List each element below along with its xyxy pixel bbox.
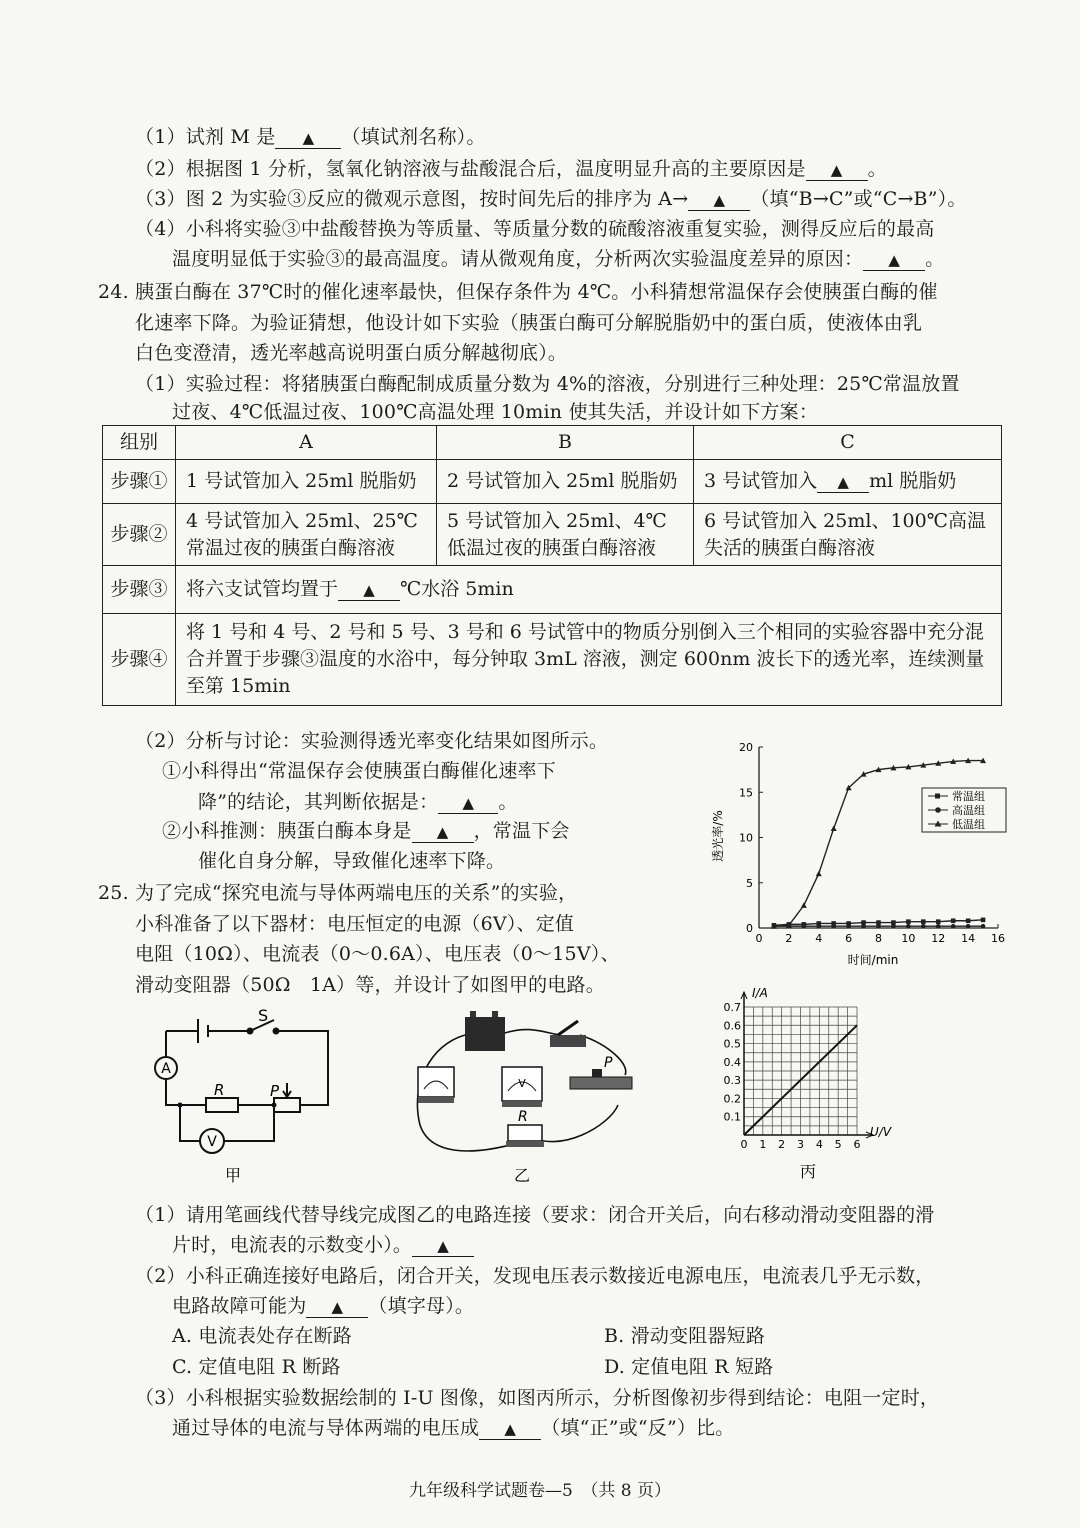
- x-tick-label: 1: [759, 1138, 767, 1151]
- q24-part2-b-line1: ②小科推测：胰蛋白酶本身是 ▲ ，常温下会: [162, 820, 570, 842]
- y-tick-label: 0.4: [723, 1055, 741, 1069]
- circuit-photo-yi: [410, 1005, 650, 1185]
- step-label: 步骤④: [103, 614, 176, 706]
- data-point: [831, 825, 837, 831]
- option-b[interactable]: B. 滑动变阻器短路: [604, 1325, 766, 1347]
- circuit-diagram-jia: [148, 1005, 338, 1185]
- y-axis-label: I/A: [752, 986, 768, 1000]
- q23-part3: （3）图 2 为实验③反应的微观示意图，按时间先后的排序为 A→ ▲ （填“B→C”或“C→B”）。: [135, 188, 967, 210]
- q24-stem-line3: 白色变澄清，透光率越高说明蛋白质分解越彻底）。: [135, 342, 568, 364]
- data-point: [816, 924, 821, 929]
- q23-part2: （2）根据图 1 分析，氢氧化钠溶液与盐酸混合后，温度明显升高的主要原因是 ▲ 。: [135, 158, 887, 180]
- q24-part2-a-line2: 降”的结论，其判断依据是： ▲ 。: [198, 791, 518, 813]
- option-d[interactable]: D. 定值电阻 R 短路: [604, 1356, 774, 1378]
- table-cell: 将 1 号和 4 号、2 号和 5 号、3 号和 6 号试管中的物质分别倒入三个相同的实验容器中充分混合并置于步骤③温度的水浴中，每分钟取 3mL 溶液，测定 600nm 波长下的透光率，连续测量至第 15min: [176, 614, 1002, 706]
- answer-blank[interactable]: ▲: [438, 793, 498, 814]
- answer-blank[interactable]: ▲: [806, 160, 868, 181]
- y-tick-label: 5: [746, 876, 753, 890]
- data-point: [921, 924, 926, 929]
- svg-text:P: P: [604, 1055, 613, 1071]
- data-point: [966, 924, 971, 929]
- data-point: [906, 924, 911, 929]
- transmittance-chart: [700, 730, 1020, 978]
- voltmeter-label: V: [207, 1134, 217, 1150]
- legend-label: 低温组: [952, 818, 985, 831]
- switch-label: S: [258, 1006, 269, 1025]
- q25-stem-line3: 电阻（10Ω）、电流表（0～0.6A）、电压表（0～15V）、: [135, 943, 620, 965]
- answer-blank[interactable]: ▲: [688, 190, 750, 211]
- q24-part2: （2）分析与讨论：实验测得透光率变化结果如图所示。: [135, 730, 609, 752]
- y-tick-label: 0.3: [723, 1074, 741, 1088]
- data-point: [876, 924, 881, 929]
- x-tick-label: 6: [853, 1138, 861, 1151]
- series-line-2: [774, 761, 983, 927]
- data-point: [906, 919, 911, 924]
- q23-part4-line1: （4）小科将实验③中盐酸替换为等质量、等质量分数的硫酸溶液重复实验，测得反应后的最高: [135, 218, 935, 240]
- answer-blank[interactable]: ▲: [863, 250, 925, 271]
- x-tick-label: 8: [875, 932, 882, 945]
- q25-stem-line4: 滑动变阻器（50Ω 1A）等，并设计了如图甲的电路。: [135, 974, 605, 996]
- data-point: [816, 871, 822, 877]
- table-cell: 3 号试管加入 ▲ ml 脱脂奶: [694, 460, 1002, 504]
- y-tick-label: 0.2: [723, 1092, 741, 1106]
- table-header-row: [103, 426, 1002, 460]
- x-tick-label: 4: [815, 932, 823, 945]
- x-tick-label: 2: [785, 932, 793, 945]
- table-cell: 4 号试管加入 25ml、25℃常温过夜的胰蛋白酶溶液: [176, 504, 437, 566]
- step-label: 步骤①: [103, 460, 176, 504]
- table-cell: 1 号试管加入 25ml 脱脂奶: [176, 460, 437, 504]
- data-point: [936, 919, 941, 924]
- data-point: [846, 924, 851, 929]
- q24-part2-a-line1: ①小科得出“常温保存会使胰蛋白酶催化速率下: [162, 760, 556, 782]
- iu-chart: [712, 985, 902, 1185]
- x-tick-label: 0: [740, 1138, 748, 1151]
- x-tick-label: 16: [991, 932, 1005, 945]
- y-tick-label: 15: [739, 786, 753, 800]
- q24-stem-line2: 化速率下降。为验证猜想，他设计如下实验（胰蛋白酶可分解脱脂奶中的蛋白质，使液体由乳: [135, 312, 923, 334]
- q25-part2-line2: 电路故障可能为 ▲ （填字母）。: [172, 1295, 475, 1317]
- data-point: [981, 918, 986, 923]
- data-point: [801, 902, 807, 908]
- answer-blank[interactable]: ▲: [306, 1297, 368, 1318]
- table-row: [103, 566, 1002, 614]
- x-tick-label: 14: [961, 932, 976, 945]
- q23-part1: （1）试剂 M 是 ▲ （填试剂名称）。: [135, 126, 486, 148]
- q25-stem-line1: 25. 为了完成“探究电流与导体两端电压的关系”的实验，: [98, 882, 578, 904]
- option-c[interactable]: C. 定值电阻 R 断路: [172, 1356, 341, 1378]
- q23-part4-line2: 温度明显低于实验③的最高温度。请从微观角度，分析两次实验温度差异的原因： ▲ 。: [172, 248, 945, 270]
- data-point: [921, 919, 926, 924]
- answer-blank[interactable]: ▲: [412, 822, 474, 843]
- battery-icon: [465, 1011, 505, 1051]
- y-axis-label: 透光率/%: [711, 810, 725, 862]
- ammeter-icon: [418, 1067, 454, 1103]
- rheostat-icon: [570, 1055, 632, 1089]
- data-point: [966, 918, 971, 923]
- table-header-cell: C: [694, 426, 1002, 460]
- x-tick-label: 3: [797, 1138, 804, 1151]
- y-tick-label: 0: [746, 922, 753, 935]
- data-point: [951, 924, 956, 929]
- q25-stem-line2: 小科准备了以下器材：电压恒定的电源（6V）、定值: [135, 913, 575, 935]
- data-point: [891, 924, 896, 929]
- answer-blank[interactable]: ▲: [479, 1419, 541, 1440]
- table-cell: 6 号试管加入 25ml、100℃高温失活的胰蛋白酶溶液: [694, 504, 1002, 566]
- legend-label: 高温组: [952, 804, 985, 817]
- data-point: [936, 924, 941, 929]
- step-label: 步骤②: [103, 504, 176, 566]
- table-cell: 5 号试管加入 25ml、4℃低温过夜的胰蛋白酶溶液: [437, 504, 694, 566]
- experiment-table: [102, 425, 1002, 706]
- x-tick-label: 10: [901, 932, 916, 945]
- table-header-cell: 组别: [103, 426, 176, 460]
- y-tick-label: 0.7: [723, 1001, 741, 1014]
- page-footer: 九年级科学试题卷—5 （共 8 页）: [409, 1481, 671, 1501]
- figure-caption-jia: 甲: [225, 1166, 242, 1185]
- table-header-cell: A: [176, 426, 437, 460]
- resistor-icon: [506, 1109, 544, 1147]
- y-tick-label: 20: [739, 741, 753, 754]
- step-label: 步骤③: [103, 566, 176, 614]
- answer-blank[interactable]: ▲: [817, 472, 869, 493]
- chart-legend: [922, 788, 1006, 832]
- y-tick-label: 0.6: [723, 1019, 741, 1033]
- answer-blank[interactable]: ▲: [338, 580, 400, 601]
- q25-part1-line1: （1）请用笔画线代替导线完成图乙的电路连接（要求：闭合开关后，向右移动滑动变阻器的滑: [135, 1204, 935, 1226]
- q24-part1-line2: 过夜、4℃低温过夜、100℃高温处理 10min 使其失活，并设计如下方案：: [172, 401, 819, 423]
- q24-part2-b-line2: 催化自身分解，导致催化速率下降。: [198, 850, 506, 872]
- data-point: [861, 924, 866, 929]
- q25-part1-line2: 片时，电流表的示数变小）。 ▲: [172, 1232, 474, 1258]
- voltmeter-icon: [502, 1067, 542, 1107]
- data-point: [831, 924, 836, 929]
- table-row: [103, 614, 1002, 706]
- table-row: [103, 504, 1002, 566]
- x-axis-label: 时间/min: [847, 953, 899, 967]
- y-tick-label: 10: [739, 831, 753, 845]
- figure-caption-bing: 丙: [800, 1162, 817, 1181]
- x-tick-label: 0: [755, 932, 763, 945]
- ammeter-label: A: [161, 1061, 171, 1077]
- y-tick-label: 0.5: [723, 1037, 741, 1051]
- x-tick-label: 12: [931, 932, 946, 945]
- slider-label: P: [270, 1082, 280, 1100]
- figure-caption-yi: 乙: [514, 1166, 531, 1185]
- q25-part3-line2: 通过导体的电流与导体两端的电压成 ▲ （填“正”或“反”）比。: [172, 1417, 735, 1439]
- table-cell: 将六支试管均置于 ▲ ℃水浴 5min: [176, 566, 1002, 614]
- table-row: [103, 460, 1002, 504]
- answer-blank[interactable]: ▲: [412, 1236, 474, 1257]
- option-a[interactable]: A. 电流表处存在断路: [172, 1325, 353, 1347]
- legend-label: 常温组: [952, 790, 985, 803]
- x-axis-label: U/V: [870, 1125, 892, 1139]
- svg-text:V: V: [518, 1077, 526, 1090]
- data-point: [802, 924, 807, 929]
- y-tick-label: 0.1: [723, 1110, 741, 1124]
- x-tick-label: 6: [845, 932, 853, 945]
- q25-part3-line1: （3）小科根据实验数据绘制的 I-U 图像，如图丙所示，分析图像初步得到结论：电阻一定时，: [135, 1387, 940, 1409]
- q24-stem-line1: 24. 胰蛋白酶在 37℃时的催化速率最快，但保存条件为 4℃。小科猜想常温保存会使胰蛋白酶的催: [98, 281, 938, 303]
- q25-part2-line1: （2）小科正确连接好电路后，闭合开关，发现电压表示数接近电源电压，电流表几乎无示数，: [135, 1265, 935, 1287]
- table-cell: 2 号试管加入 25ml 脱脂奶: [437, 460, 694, 504]
- resistor-label: R: [214, 1081, 225, 1099]
- data-point: [951, 918, 956, 923]
- answer-blank[interactable]: ▲: [275, 128, 341, 149]
- svg-text:R: R: [518, 1109, 528, 1125]
- table-header-cell: B: [437, 426, 694, 460]
- x-tick-label: 5: [834, 1138, 842, 1151]
- q24-part1-line1: （1）实验过程：将猪胰蛋白酶配制成质量分数为 4%的溶液，分别进行三种处理：25℃常温放置: [135, 373, 960, 395]
- data-point: [981, 924, 986, 929]
- x-tick-label: 4: [815, 1138, 823, 1151]
- x-tick-label: 2: [778, 1138, 786, 1151]
